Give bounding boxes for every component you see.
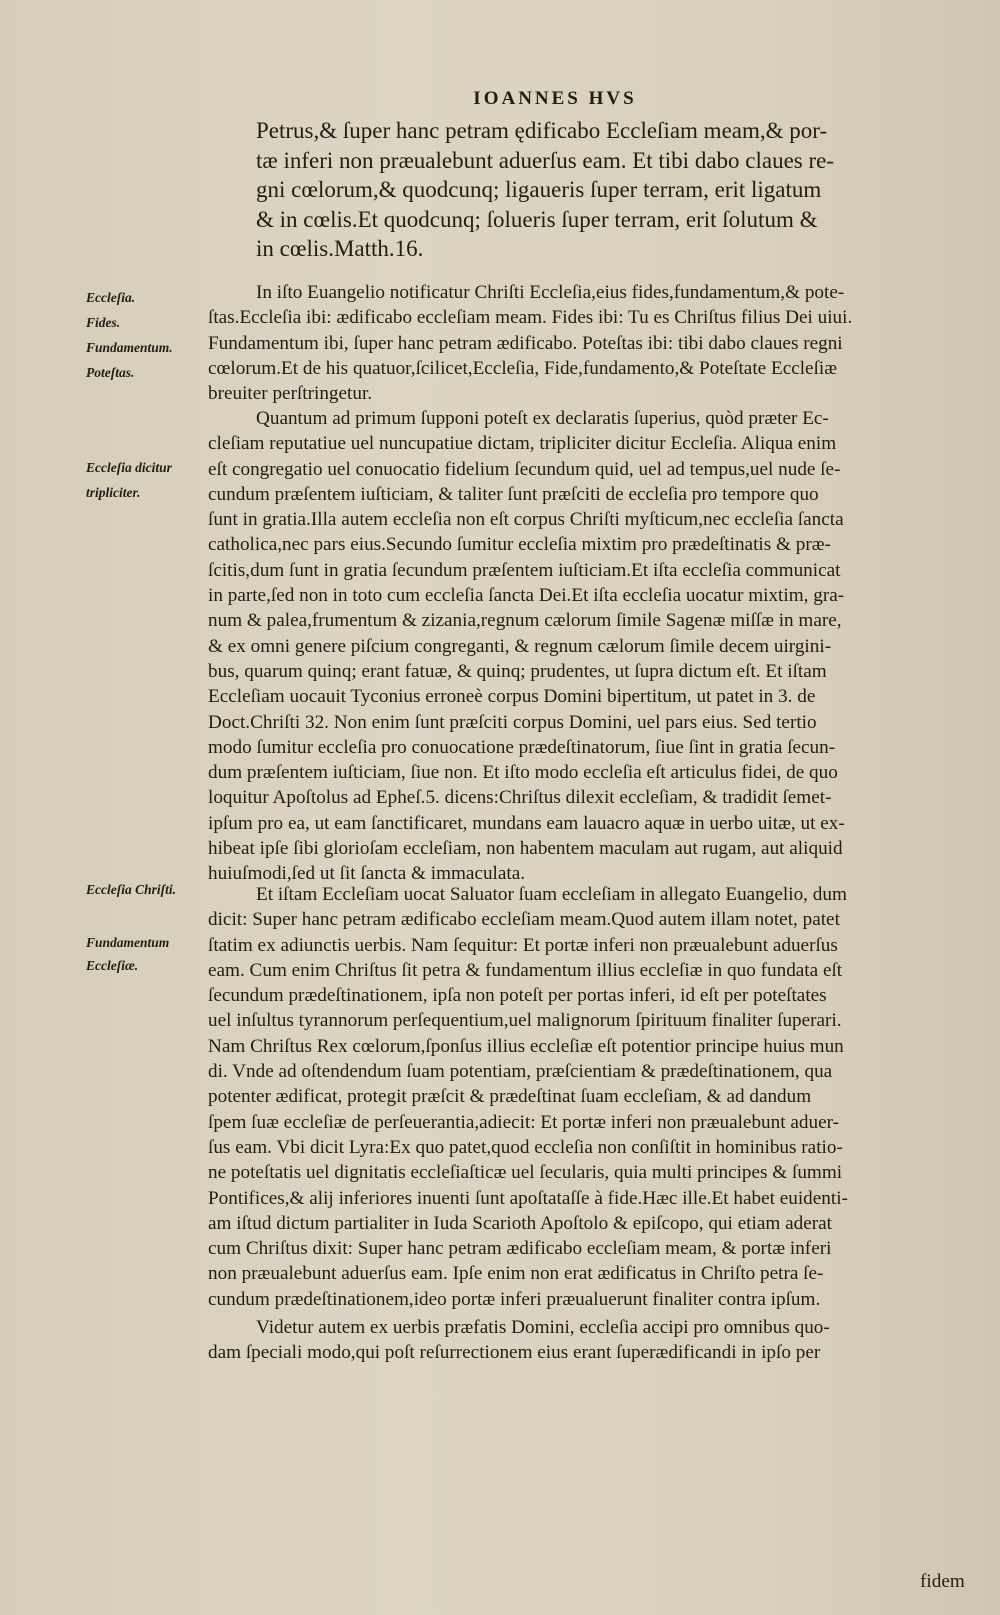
margin-note: Eccleſia. [86,290,136,305]
text-line: bus, quarum quinq; erant fatuæ, & quinq; prudentes, ut ſupra dictum eſt. Et iſtam [208,660,827,682]
text-line: ſunt in gratia.Illa autem eccleſia non eſt corpus Chriſti myſticum,nec eccleſia ſancta [208,509,844,531]
text-line: cleſiam reputatiue uel nuncupatiue dictam, tripliciter dicitur Eccleſia. Aliqua enim [208,433,837,455]
text-line: Quantum ad primum ſupponi poteſt ex declaratis ſuperius, quòd præter Ec- [256,408,829,429]
text-line: Pontifices,& alij inferiores inuenti ſunt apoſtataſſe à fide.Hæc ille.Et habet euidenti- [208,1187,848,1209]
margin-note: Fundamentum [86,935,170,950]
text-line: dicit: Super hanc petram ædificabo eccleſiam meam.Quod autem illam notet, patet [208,909,840,931]
text-line: cundum præſentem iuſticiam, & taliter ſunt præſciti de eccleſia pro tempore quo [208,483,819,505]
text-line: cundum prædeſtinationem,ideo portæ inferi præualuerunt finaliter contra ipſum. [208,1288,821,1310]
margin-note: Fundamentum. [86,340,173,355]
text-line: Videtur autem ex uerbis præfatis Domini, eccleſia accipi pro omnibus quo- [256,1317,830,1338]
running-title: IOANNES HVS [473,88,637,109]
paragraph-4 [208,1315,978,1366]
margin-note: tripliciter. [86,485,141,500]
text-line: cœlorum.Et de his quatuor,ſcilicet,Eccleſia, Fide,fundamento,& Poteſtate Eccleſiæ [208,357,838,379]
text-line: hibeat ipſe ſibi glorioſam eccleſiam, non habentem maculam aut rugam, aut aliquid [208,838,843,860]
text-line: ſtas.Eccleſia ibi: ædificabo eccleſiam meam. Fides ibi: Tu es Chriſtus filius Dei uiui. [208,307,853,329]
margin-note: Eccleſia Chriſti. [86,882,176,897]
text-line: tæ inferi non præualebunt aduerſus eam. Et tibi dabo claues re- [256,147,835,173]
paragraph-2 [208,406,978,887]
text-line: Fundamentum ibi, ſuper hanc petram ædificabo. Poteſtas ibi: tibi dabo claues regni [208,332,843,354]
paragraph-3 [208,882,978,1312]
text-line: uel inſultus tyrannorum perſequentium,uel malignorum ſpirituum finaliter ſuperari. [208,1010,842,1032]
text-line: ſecundum prædeſtinationem, ipſa non poteſt per portas inferi, id eſt per poteſtates [208,985,827,1007]
text-line: ſtatim ex adiunctis uerbis. Nam ſequitur: Et portæ inferi non præualebunt aduerſus [208,934,838,956]
margin-note: Eccleſia dicitur [86,460,172,475]
margin-note: Poteſtas. [86,365,135,380]
text-line: dum præſentem iuſticiam, ſiue non. Et iſto modo eccleſia eſt articulus fidei, de quo [208,762,838,784]
paragraph-1 [208,280,978,406]
text-line: ſcitis,dum ſunt in gratia ſecundum præſentem iuſticiam.Et iſta eccleſia communicat [208,559,841,581]
text-line: in parte,ſed non in toto cum eccleſia ſancta Dei.Et iſta eccleſia uocatur mixtim, gra- [208,585,845,607]
text-line: eam. Cum enim Chriſtus ſit petra & fundamentum illius eccleſiæ in quo fundata eſt [208,959,843,981]
margin-note: Eccleſiæ. [86,958,139,973]
text-line: Doct.Chriſti 32. Non enim ſunt præſciti corpus Domini, uel pars eius. Sed tertio [208,711,817,733]
text-line: modo ſumitur eccleſia pro conuocatione prædeſtinatorum, ſiue ſint in gratia ſecun- [208,736,836,758]
text-line: in cœlis.Matth.16. [256,236,424,261]
text-line: gni cœlorum,& quodcunq; ligaueris ſuper terram, erit ligatum [256,177,822,202]
text-line: loquitur Apoſtolus ad Epheſ.5. dicens:Chriſtus dilexit eccleſiam, & tradidit ſemet- [208,787,832,809]
text-line: Petrus,& ſuper hanc petram ędificabo Eccleſiam meam,& por- [256,118,828,143]
text-line: & ex omni genere piſcium congreganti, & regnum cælorum ſimile decem uirgini- [208,635,832,657]
text-line: ipſum pro ea, ut eam ſanctificaret, mundans eam lauacro aquæ in uerbo uitæ, ut ex- [208,812,845,834]
text-line: In iſto Euangelio notificatur Chriſti Eccleſia,eius fides,fundamentum,& pote- [256,282,845,303]
text-line: & in cœlis.Et quodcunq; ſolueris ſuper terram, erit ſolutum & [256,206,818,232]
text-line: Nam Chriſtus Rex cœlorum,ſponſus illius eccleſiæ eſt potentior principe huius mun [208,1035,844,1057]
text-line: huiuſmodi,ſed ut ſit ſancta & immaculata. [208,863,526,885]
text-line: dam ſpeciali modo,qui poſt reſurrectionem eius erant ſuperædificandi in ipſo per [208,1342,821,1364]
scripture-quote [256,116,936,264]
text-line: di. Vnde ad oſtendendum ſuam potentiam, præſcientiam & prædeſtinationem, qua [208,1061,833,1083]
text-line: catholica,nec pars eius.Secundo ſumitur eccleſia mixtim pro prædeſtinatis & præ- [208,534,831,556]
text-line: non præualebunt aduerſus eam. Ipſe enim non erat ædificatus in Chriſto petra ſe- [208,1263,824,1285]
text-line: eſt congregatio uel conuocatio fidelium ſecundum quid, uel ad tempus,uel nude ſe- [208,458,841,480]
text-line: ſpem ſuæ eccleſiæ de perſeuerantia,adiecit: Et portæ inferi non præualebunt aduer- [208,1111,839,1133]
scripture-paragraph [256,116,936,264]
text-line: cum Chriſtus dixit: Super hanc petram ædificabo eccleſiam meam, & portæ inferi [208,1238,832,1260]
text-line: am iſtud dictum partialiter in Iuda Scarioth Apoſtolo & epiſcopo, qui etiam aderat [208,1212,832,1234]
text-line: potenter ædificat, protegit præſcit & prædeſtinat ſuam eccleſiam, & ad dandum [208,1086,812,1108]
running-header [0,88,1000,110]
margin-note: Fides. [86,315,121,330]
text-line: ſus eam. Vbi dicit Lyra:Ex quo patet,quod eccleſia non conſiſtit in hominibus ratio- [208,1136,843,1158]
text-line: Eccleſiam uocauit Tyconius erroneè corpus Domini bipertitum, ut patet in 3. de [208,686,816,708]
catchword: fidem [920,1571,965,1592]
text-line: ne poteſtatis uel dignitatis eccleſiaſticæ uel ſecularis, quia multi principes & ſummi [208,1162,843,1184]
text-line: num & palea,frumentum & zizania,regnum cælorum ſimile Sagenæ miſſæ in mare, [208,610,842,632]
text-line: Et iſtam Eccleſiam uocat Saluator ſuam eccleſiam in allegato Euangelio, dum [256,884,847,905]
text-line: breuiter perſtringetur. [208,383,373,405]
